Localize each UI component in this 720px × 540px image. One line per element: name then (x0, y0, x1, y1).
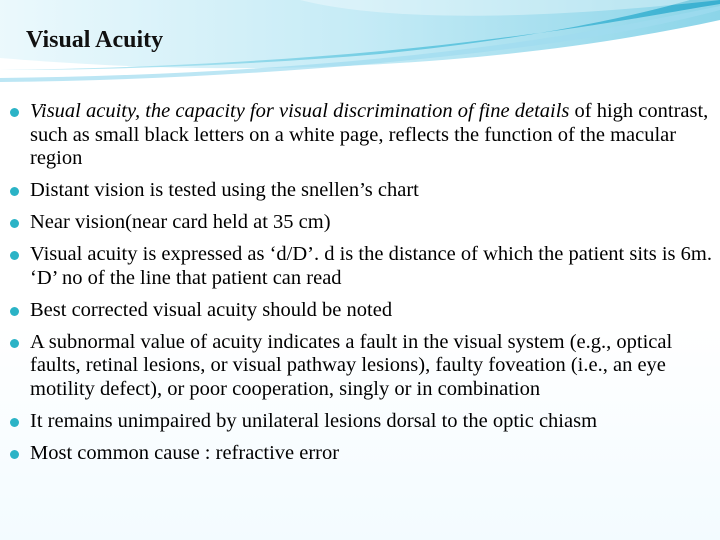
slide-content (8, 100, 713, 474)
bullet-list (8, 100, 713, 465)
bullet-text: Distant vision is tested using the snellen’s chart (30, 179, 419, 201)
bullet-icon (10, 187, 19, 196)
bullet-text: Most common cause : refractive error (30, 441, 340, 464)
bullet-text: Visual acuity is expressed as ‘d/D’. d is the distance of which the patient sits is 6m. ‘D’ no of the line that patient can read (30, 243, 712, 289)
bullet-item (8, 410, 713, 434)
bullet-text: Near vision(near card held at 35 cm) (30, 211, 331, 233)
bullet-icon (10, 450, 19, 459)
slide-title: Visual Acuity (26, 27, 164, 53)
bullet-icon (10, 307, 19, 316)
bullet-item (8, 211, 713, 235)
bullet-icon (10, 418, 19, 427)
bullet-item (8, 179, 713, 203)
bullet-text: It remains unimpaired by unilateral lesions dorsal to the optic chiasm (30, 409, 598, 432)
bullet-text: of high contrast, such as small black letters on a white page, reflects the function of the macular region (30, 100, 709, 169)
bullet-item (8, 243, 713, 290)
bullet-text: Best corrected visual acuity should be noted (30, 298, 393, 321)
bullet-icon (10, 219, 19, 228)
bullet-icon (10, 339, 19, 348)
bullet-item (8, 299, 713, 323)
bullet-item (8, 331, 713, 402)
bullet-item (8, 442, 713, 466)
bullet-icon (10, 251, 19, 260)
bullet-icon (10, 108, 19, 117)
bullet-text: A subnormal value of acuity indicates a fault in the visual system (e.g., optical faults, retinal lesions, or visual pathway lesions), faulty foveation (i.e., an eye motility defect), or poor cooperation, singly or in combination (30, 330, 673, 400)
bullet-text-italic: Visual acuity, the capacity for visual discrimination of fine details (30, 100, 570, 122)
bullet-item (8, 100, 713, 171)
